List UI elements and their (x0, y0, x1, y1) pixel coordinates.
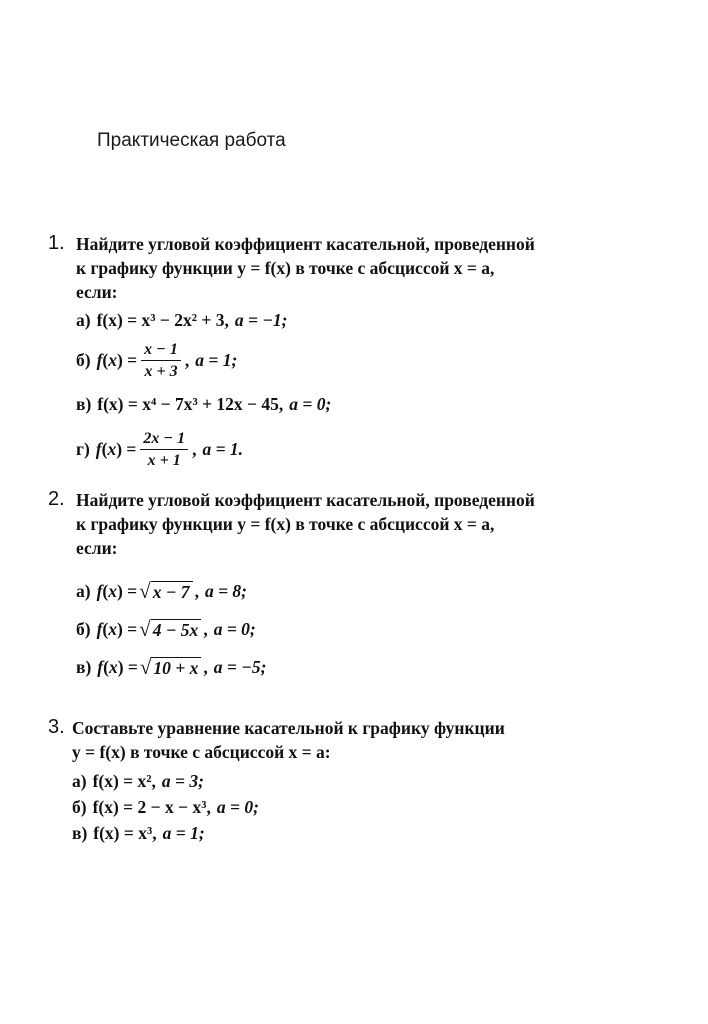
task-2-item-c: в) f(x) = √ 10 + x , a = −5; (76, 654, 267, 679)
fraction-denominator: x + 3 (144, 362, 178, 380)
fraction (141, 340, 181, 381)
statement-line: Найдите угловой коэффициент касательной, проведенной (76, 234, 535, 254)
task-number: 1. (48, 232, 65, 254)
item-label: а) (76, 580, 91, 601)
item-formula: f(x) = x⁴ − 7x³ + 12x − 45 (97, 393, 279, 414)
fraction-numerator: x − 1 (141, 340, 181, 361)
task-3 (48, 716, 628, 846)
item-label: а) (72, 770, 87, 791)
statement-line: Найдите угловой коэффициент касательной, проведенной (76, 490, 535, 510)
item-label: в) (72, 822, 88, 843)
statement-line: к графику функции y = f(x) в точке с абсциссой x = a, (76, 514, 495, 534)
statement-line: y = f(x) в точке с абсциссой x = a: (72, 742, 331, 762)
task-1-item-b: б) f(x) = $\frac{x - 1}{x + 3}$ , a = 1; (76, 340, 238, 380)
item-param: a = −5; (213, 656, 267, 677)
item-param: a = 3; (161, 770, 204, 791)
fraction (140, 429, 188, 470)
task-2-item-b: б) f(x) = √ 4 − 5x , a = 0; (76, 616, 256, 641)
radicand: x − 7 (151, 581, 193, 602)
task-2-item-a: а) f(x) = √ x − 7 , a = 8; (76, 578, 247, 603)
square-root: √ x − 7 (139, 581, 192, 602)
task-2 (48, 488, 628, 686)
task-1-item-c: в) f(x) = x⁴ − 7x³ + 12x − 45 , a = 0; (76, 393, 332, 414)
item-label: в) (76, 656, 92, 677)
radicand: 4 − 5x (151, 619, 202, 640)
item-label: б) (76, 349, 91, 370)
page-title: Практическая работа (97, 130, 286, 151)
item-param: a = 1; (162, 822, 205, 843)
item-label: в) (76, 393, 92, 414)
task-1-item-d: г) f(x) = $\frac{2x - 1}{x + 1}$ , a = 1. (76, 429, 244, 469)
item-param: a = 1. (202, 438, 244, 459)
task-statement (72, 716, 628, 764)
item-param: a = 0; (213, 618, 256, 639)
item-param: a = −1; (234, 309, 288, 330)
task-number: 2. (48, 488, 65, 510)
statement-line: к графику функции y = f(x) в точке с абсциссой x = a, (76, 258, 495, 278)
item-param: a = 0; (289, 393, 332, 414)
task-3-item-b: б) f(x) = 2 − x − x³ , a = 0; (72, 796, 259, 817)
square-root: √ 4 − 5x (139, 619, 201, 640)
fraction-denominator: x + 1 (147, 451, 181, 469)
statement-line: Составьте уравнение касательной к графику функции (72, 718, 505, 738)
item-formula: f(x) = x³ (93, 822, 153, 843)
radicand: 10 + x (151, 657, 201, 678)
statement-line: если: (76, 282, 118, 302)
item-formula: f(x) = x³ − 2x² + 3 (96, 309, 225, 330)
item-formula: f(x) = 2 − x − x³ (92, 796, 207, 817)
task-3-item-c: в) f(x) = x³ , a = 1; (72, 822, 205, 843)
item-param: a = 1; (195, 349, 238, 370)
item-param: a = 8; (204, 580, 247, 601)
task-statement (76, 488, 628, 560)
item-label: б) (76, 618, 91, 639)
statement-line: если: (76, 538, 118, 558)
task-number: 3. (48, 716, 65, 738)
item-formula: f(x) = x² (92, 770, 152, 791)
fraction-numerator: 2x − 1 (140, 429, 188, 450)
task-1 (48, 232, 628, 474)
item-label: б) (72, 796, 87, 817)
task-3-item-a: а) f(x) = x² , a = 3; (72, 770, 204, 791)
item-label: а) (76, 309, 91, 330)
item-param: a = 0; (216, 796, 259, 817)
item-label: г) (76, 438, 90, 459)
square-root: √ 10 + x (140, 657, 202, 678)
task-statement (76, 232, 628, 304)
task-1-item-a: а) f(x) = x³ − 2x² + 3 , a = −1; (76, 309, 288, 330)
